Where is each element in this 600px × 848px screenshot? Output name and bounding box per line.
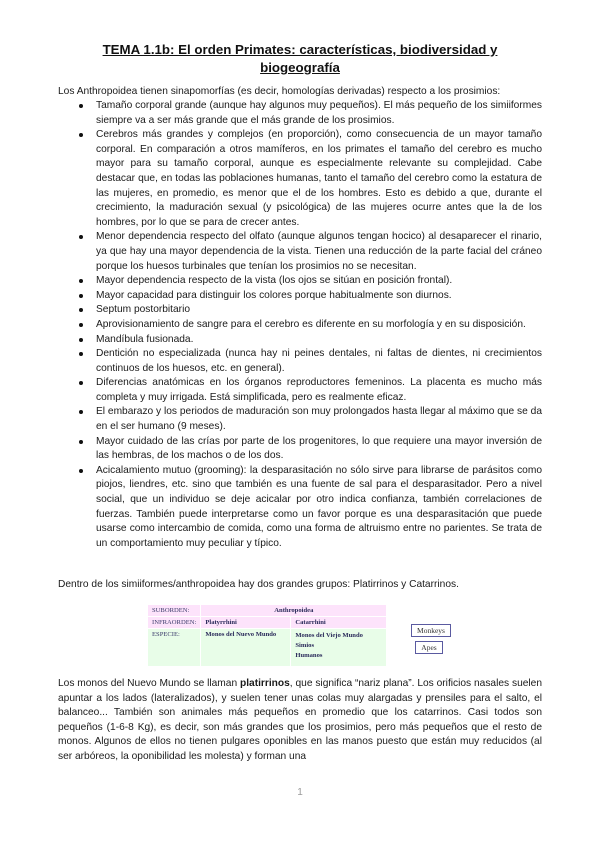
bullet-icon — [79, 338, 83, 342]
list-item: Tamaño corporal grande (aunque hay algunos muy pequeños). El más pequeño de los simiiformes siempre va a ser más grande que el más grande de los prosimios. — [58, 99, 542, 128]
bullet-icon — [79, 294, 83, 298]
table-row — [148, 617, 387, 629]
list-item: Cerebros más grandes y complejos (en proporción), como consecuencia de un mayor tamaño corporal. En comparación a otros mamíferos, en los primates el tamaño del cerebro es mucho mayor para su tamaño corporal, aunque es especialmente relevante su complejidad. Cabe destacar que, en todas las poblaciones humanas, tanto el tamaño del cerebro como la estatura de las mujeres, en promedio, es menor que el de los hombres. Esto es debido a que, durante el crecimiento, la maduración sexual (y psicológica) de las mujeres ocurre antes que la de los hombres, por lo que se para de crecer antes. — [58, 128, 542, 230]
table-cell: Catarrhini — [291, 617, 387, 629]
table-row — [148, 605, 387, 617]
table-cell: Monos del Nuevo Mundo — [201, 629, 291, 667]
species-humans: Humanos — [295, 652, 323, 659]
list-item: El embarazo y los periodos de maduración son muy prolongados hasta llegar al máximo que se da en el ser humano (9 meses). — [58, 405, 542, 434]
bullet-icon — [79, 410, 83, 414]
platyrrhini-paragraph: Los monos del Nuevo Mundo se llaman platirrinos, que significa “nariz plana”. Los orificios nasales suelen apuntar a los lados (lateralizados), y suelen tener unas colas muy alargadas y prensiles para el salto, el balanceo... También son animales más pequeños en promedio que los catarrinos. Casi todos son pequeños (1-6-8 Kg), es decir, son más grandes que los prosimios, pero más pequeños que el resto de monos. Algunos de ellos no tienen pulgares oponibles en las manos puesto que están muy reducidos (al ser arbóreos, la oponibilidad les molesta) y forman una — [58, 678, 542, 762]
bullet-icon — [79, 352, 83, 356]
row-label: SUBORDEN: — [148, 605, 201, 617]
bold-term: platirrinos — [239, 678, 290, 689]
bullet-icon — [79, 235, 83, 239]
sinapomorphies-list — [58, 99, 542, 551]
table-cell: Anthropoidea — [201, 605, 387, 617]
page-number: 1 — [297, 787, 303, 798]
species-apes: Simios — [295, 642, 315, 649]
taxonomy-table-figure — [147, 604, 387, 667]
bullet-icon — [79, 469, 83, 473]
bullet-icon — [79, 440, 83, 444]
monkeys-tag: Monkeys — [411, 624, 451, 637]
apes-tag: Apes — [415, 641, 443, 654]
list-item: Acicalamiento mutuo (grooming): la desparasitación no sólo sirve para librarse de parásitos como piojos, liendres, etc. sino que también es una fuente de sal para el desparasitador. Pero a nivel social, que un individuo se deje acicalar por otro indica confianza, también correlaciones de fuerzas. También puede interpretarse como un favor porque es una desparasitación que puede usarse como intercambio de comida, como una forma de altruismo entre no parientes. Se trata de un comportamiento muy peculiar y típico. — [58, 464, 542, 552]
species-old-world: Monos del Viejo Mundo — [295, 632, 363, 639]
bullet-icon — [79, 133, 83, 137]
table-cell: Platyrrhini — [201, 617, 291, 629]
list-item: Aprovisionamiento de sangre para el cerebro es diferente en su morfología y en su disposición. — [58, 318, 542, 333]
list-item: Dentición no especializada (nunca hay ni peines dentales, ni faltas de dientes, ni crecimientos continuos de los huesos, etc. en general). — [58, 347, 542, 376]
table-cell — [291, 629, 387, 667]
list-item: Mayor cuidado de las crías por parte de los progenitores, lo que requiere una mayor inversión de las hembras, de los machos o de los dos. — [58, 435, 542, 464]
bullet-icon — [79, 104, 83, 108]
list-item: Mayor capacidad para distinguir los colores porque habitualmente son diurnos. — [58, 289, 542, 304]
list-item: Menor dependencia respecto del olfato (aunque algunos tengan hocico) al desaparecer el rinario, ya que hay una mayor dependencia de la vista. Tienen una reducción de la parte facial del cráneo porque los huesos turbinales que tenían los prosimios no se necesitan. — [58, 230, 542, 274]
row-label: INFRAORDEN: — [148, 617, 201, 629]
bullet-icon — [79, 308, 83, 312]
list-item: Diferencias anatómicas en los órganos reproductores femeninos. La placenta es mucho más completa y muy irrigada. Está simplificada, pero es realmente eficaz. — [58, 376, 542, 405]
list-item: Septum postorbitario — [58, 303, 542, 318]
taxonomy-table — [147, 604, 387, 667]
groups-paragraph: Dentro de los simiiformes/anthropoidea hay dos grandes grupos: Platirrinos y Catarrinos. — [58, 579, 459, 590]
list-item: Mayor dependencia respecto de la vista (los ojos se sitúan en posición frontal). — [58, 274, 542, 289]
bullet-icon — [79, 323, 83, 327]
list-item: Mandíbula fusionada. — [58, 333, 542, 348]
table-row — [148, 629, 387, 667]
row-label: ESPECIE: — [148, 629, 201, 667]
document-title: TEMA 1.1b: El orden Primates: características, biodiversidad y biogeografía — [102, 42, 498, 75]
intro-paragraph: Los Anthropoidea tienen sinapomorfías (es decir, homologías derivadas) respecto a los prosimios: — [58, 86, 501, 97]
bullet-icon — [79, 279, 83, 283]
bullet-icon — [79, 381, 83, 385]
